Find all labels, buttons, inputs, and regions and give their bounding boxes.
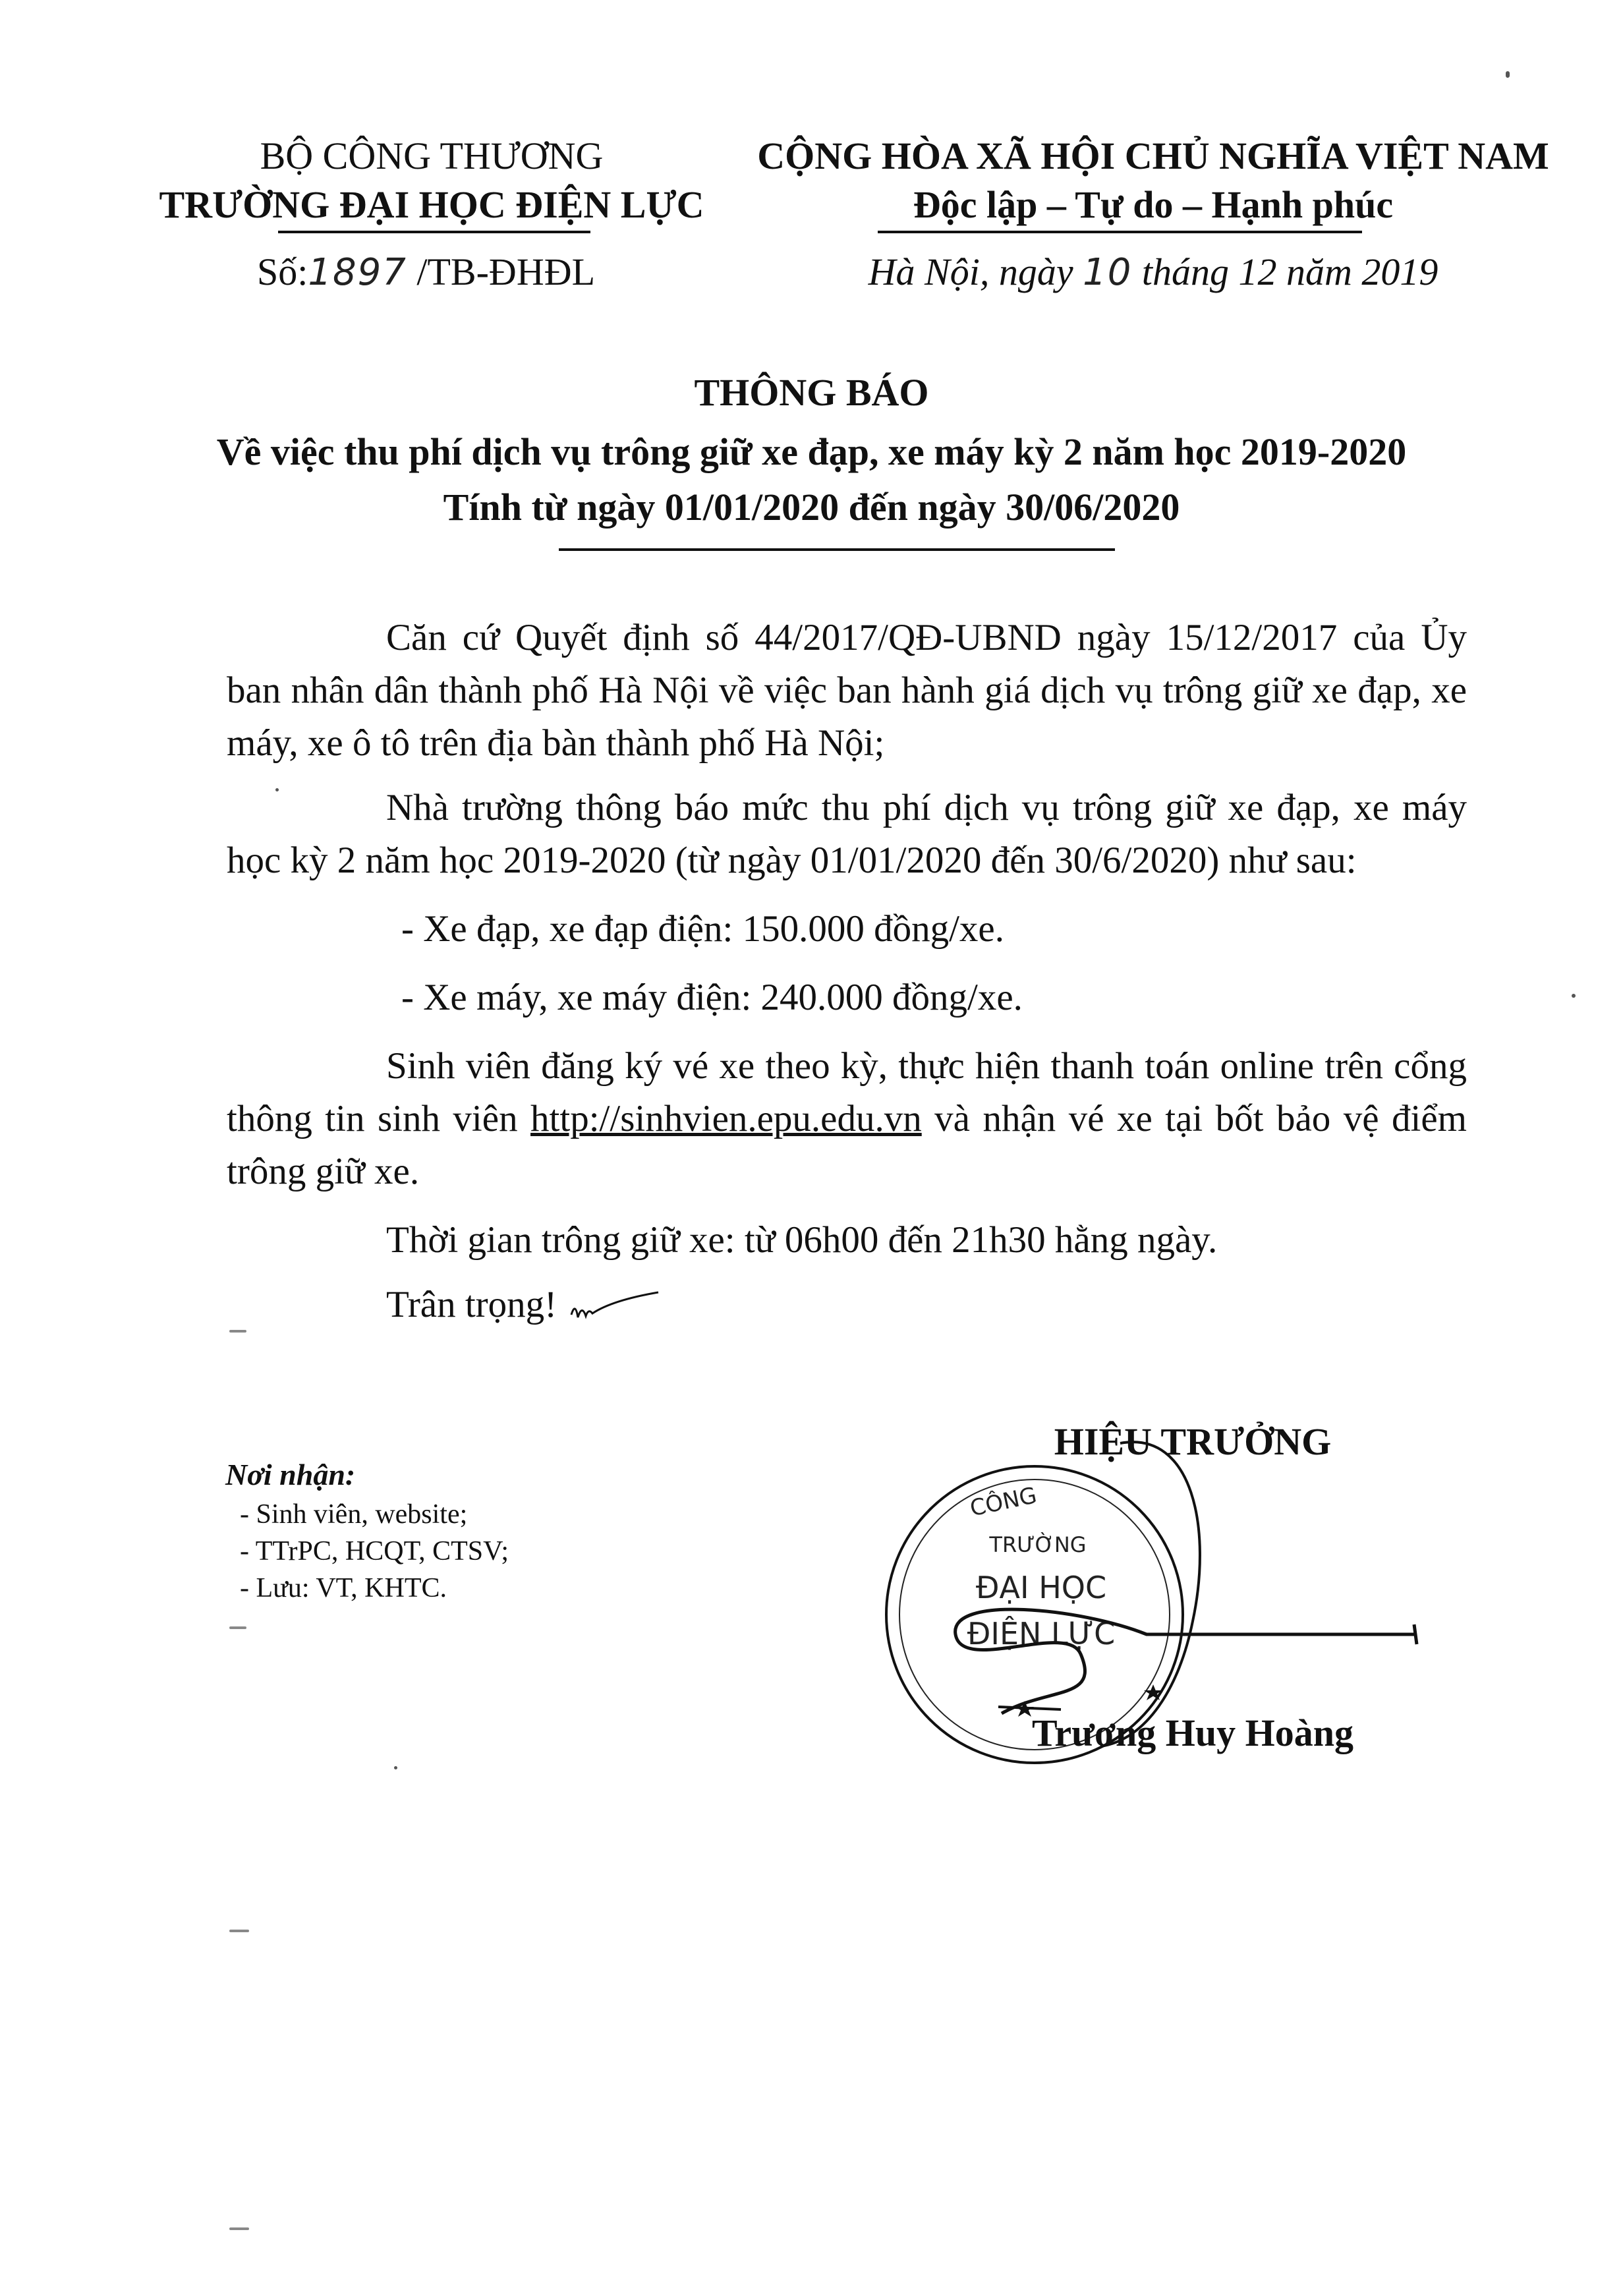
header-left <box>148 132 715 229</box>
scan-speck <box>394 1766 397 1769</box>
date-day-handwritten: 10 <box>1083 251 1133 294</box>
document-number <box>257 248 718 297</box>
document-date <box>751 248 1555 297</box>
stamp-line-cong: CÔNG <box>967 1482 1039 1522</box>
recipient-item: - Sinh viên, website; <box>240 1499 468 1530</box>
fee-item-bicycle: - Xe đạp, xe đạp điện: 150.000 đồng/xe. <box>401 908 1004 950</box>
closing-words: Trân trọng! <box>386 1284 557 1325</box>
paragraph-registration <box>227 1040 1467 1198</box>
scan-speck <box>1506 71 1510 78</box>
fee-item-motorbike: - Xe máy, xe máy điện: 240.000 đồng/xe. <box>401 977 1023 1018</box>
signature-loop <box>1100 1442 1200 1746</box>
date-suffix: tháng 12 năm 2019 <box>1141 250 1438 293</box>
date-prefix: Hà Nội, ngày <box>868 250 1073 293</box>
notice-body <box>227 612 1467 1331</box>
scan-speck <box>229 1626 246 1629</box>
notice-subject: Về việc thu phí dịch vụ trông giữ xe đạp, xe máy kỳ 2 năm học 2019-2020 <box>216 430 1407 473</box>
signer-name: Trương Huy Hoàng <box>1031 1711 1354 1754</box>
number-prefix: Số: <box>257 250 308 293</box>
signature-tick <box>1414 1624 1417 1644</box>
stamp-text <box>967 1481 1116 1651</box>
scan-speck <box>229 2227 249 2230</box>
country-name: CỘNG HÒA XÃ HỘI CHỦ NGHĨA VIỆT NAM <box>757 134 1549 177</box>
closing-text <box>227 1278 1467 1331</box>
recipients-title: Nơi nhận: <box>225 1458 356 1491</box>
title-block <box>132 368 1491 532</box>
school-name: TRƯỜNG ĐẠI HỌC ĐIỆN LỰC <box>159 183 704 226</box>
signer-position: HIỆU TRƯỞNG <box>1054 1420 1332 1463</box>
stamp-line-dai-hoc: ĐẠI HỌC <box>975 1570 1107 1605</box>
paragraph-announcement: Nhà trường thông báo mức thu phí dịch vụ trông giữ xe đạp, xe máy học kỳ 2 năm học 2019-2020 (từ ngày 01/01/2020 đến 30/6/2020) như sau: <box>227 787 1467 881</box>
recipients-list <box>225 1496 753 1607</box>
student-portal-link[interactable]: http://sinhvien.epu.edu.vn <box>530 1098 922 1139</box>
number-suffix: /TB-ĐHĐL <box>416 250 596 293</box>
number-handwritten: 1897 <box>308 251 407 294</box>
paragraph-basis: Căn cứ Quyết định số 44/2017/QĐ-UBND ngày 15/12/2017 của Ủy ban nhân dân thành phố Hà Nội về việc ban hành giá dịch vụ trông giữ xe đạp, xe máy, xe ô tô trên địa bàn thành phố Hà Nội; <box>227 617 1467 764</box>
header-left-underline <box>278 231 590 233</box>
title-underline <box>559 548 1115 551</box>
scan-speck <box>229 1930 249 1932</box>
registration-text-after: và nhận vé xe tại bốt bảo vệ điểm trông giữ xe. <box>227 1098 1467 1192</box>
stamp-line-dien-luc: ĐIỆN LỰC <box>967 1616 1116 1651</box>
header-right <box>708 132 1598 229</box>
recipients-block <box>225 1454 753 1607</box>
notice-title: THÔNG BÁO <box>694 371 929 414</box>
recipient-item: - TTrPC, HCQT, CTSV; <box>240 1536 509 1566</box>
paragraph-hours: Thời gian trông giữ xe: từ 06h00 đến 21h30 hằng ngày. <box>386 1219 1218 1261</box>
stamp-line-truong: TRƯỜNG <box>989 1532 1087 1557</box>
motto: Độc lập – Tự do – Hạnh phúc <box>913 183 1394 226</box>
ministry-name: BỘ CÔNG THƯƠNG <box>260 134 604 177</box>
scan-speck <box>1572 994 1576 998</box>
initials-mark-icon <box>566 1288 665 1328</box>
registration-text-before: Sinh viên đăng ký vé xe theo kỳ, thực hiện thanh toán online trên cổng thông tin sinh viên <box>227 1045 1467 1139</box>
notice-period: Tính từ ngày 01/01/2020 đến ngày 30/06/2020 <box>443 486 1180 529</box>
recipient-item: - Lưu: VT, KHTC. <box>240 1573 447 1603</box>
motto-underline <box>878 231 1362 233</box>
